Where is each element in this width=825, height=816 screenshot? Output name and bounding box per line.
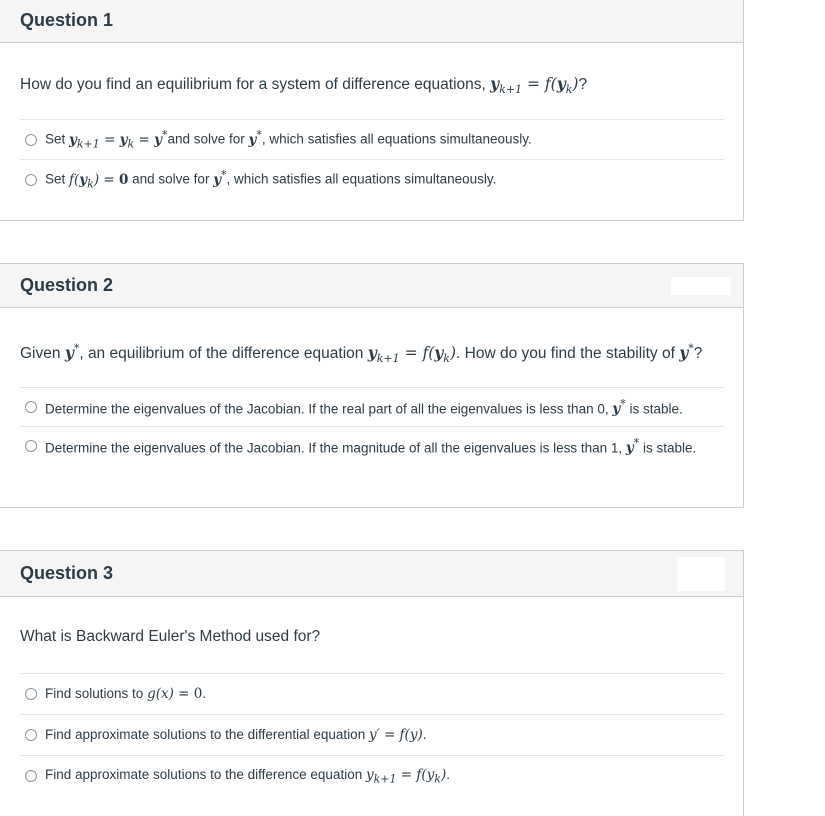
answer-list [20, 387, 724, 465]
question-body [0, 625, 743, 796]
answer-list [20, 119, 724, 199]
answer-label[interactable]: Determine the eigenvalues of the Jacobian. If the magnitude of all the eigenvalues is less than 1, y* is stable. [45, 436, 697, 456]
math-expression: $y_{k+1} = f(y_k)$ [490, 74, 579, 97]
question-header [0, 0, 743, 43]
answer-label[interactable]: Find solutions to g(x) = 0. [45, 686, 207, 702]
question-2 [0, 263, 744, 508]
question-title: Question 3 [20, 563, 114, 583]
question-1 [0, 0, 744, 221]
answer-option[interactable] [20, 673, 724, 714]
question-header [0, 264, 743, 308]
question-title: Question 2 [20, 275, 114, 295]
answer-option[interactable] [20, 119, 724, 159]
question-text: How do you find an equilibrium for a system of difference equations, $y_{k+1} = f(y_k)$? [20, 74, 588, 97]
answer-option[interactable] [20, 426, 724, 465]
answer-label[interactable]: Find approximate solutions to the differential equation y′ = f(y). [45, 727, 427, 743]
question-3 [0, 550, 744, 816]
answer-label[interactable]: Set $f(y_k) = 0$ and solve for y*, which satisfies all equations simultaneously. [45, 168, 497, 191]
question-text: What is Backward Euler's Method used for? [20, 628, 321, 645]
answer-label[interactable]: Find approximate solutions to the difference equation $y_{k+1} = f(y_k)$. [45, 766, 451, 786]
radio-button[interactable] [25, 729, 37, 741]
question-header [0, 551, 743, 597]
question-title: Question 1 [20, 10, 114, 30]
radio-button[interactable] [25, 688, 37, 700]
points-box [677, 557, 725, 591]
points-box [671, 277, 731, 295]
answer-option[interactable] [20, 387, 724, 426]
answer-option[interactable] [20, 714, 724, 755]
question-body [0, 337, 743, 465]
radio-button[interactable] [25, 770, 37, 782]
radio-button[interactable] [25, 134, 37, 146]
answer-option[interactable] [20, 159, 724, 199]
question-body [0, 72, 743, 199]
radio-button[interactable] [25, 440, 37, 452]
question-text: Given y*, an equilibrium of the difference equation $y_{k+1} = f(y_k)$. How do you find the stability of y*? [20, 342, 703, 366]
answer-option[interactable] [20, 755, 724, 796]
radio-button[interactable] [25, 174, 37, 186]
answer-list [20, 673, 724, 796]
answer-label[interactable]: Set $y_{k+1} = y_k = y^*and$ solve for y*, which satisfies all equations simultaneously. [45, 128, 532, 151]
answer-label[interactable]: Determine the eigenvalues of the Jacobian. If the real part of all the eigenvalues is less than 0, y* is stable. [45, 397, 683, 417]
radio-button[interactable] [25, 401, 37, 413]
